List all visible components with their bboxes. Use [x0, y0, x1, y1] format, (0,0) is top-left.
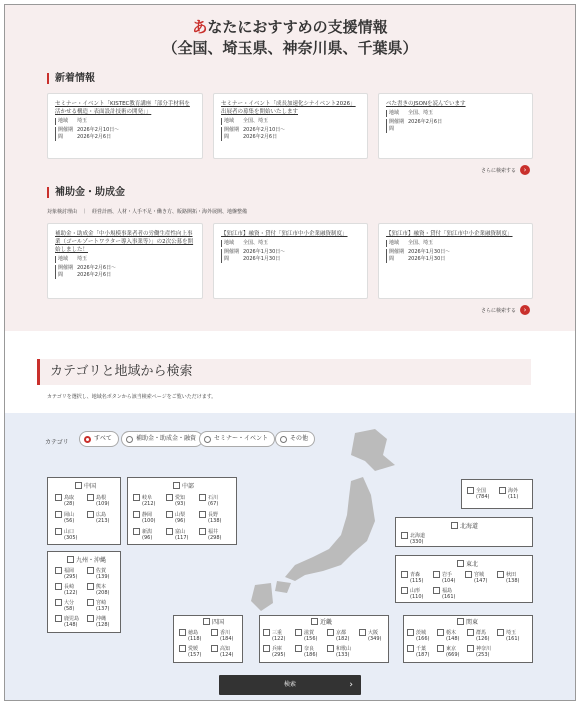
card-value: 全国、埼玉 — [243, 118, 269, 124]
radio-label[interactable]: その他 — [290, 435, 309, 442]
card-value: 全国、埼玉 — [408, 240, 434, 246]
checkbox-icon[interactable] — [87, 494, 94, 501]
card-key: 地域 — [55, 256, 77, 263]
checkbox-icon[interactable] — [203, 618, 210, 625]
card-key: 地域 — [386, 240, 408, 247]
card-value: 埼玉 — [77, 256, 88, 262]
pref-name[interactable]: 島根 — [96, 494, 107, 501]
checkbox-icon[interactable] — [87, 599, 94, 606]
japan-map-icon — [225, 425, 415, 625]
pref-count: (28) — [64, 501, 75, 507]
card-value: 全国、埼玉 — [243, 240, 269, 246]
checkbox-icon[interactable] — [55, 615, 62, 622]
checkbox-icon[interactable] — [87, 511, 94, 518]
subsidy-card[interactable] — [47, 223, 203, 299]
chevron-right-icon[interactable]: › — [520, 165, 530, 175]
checkbox-icon[interactable] — [401, 571, 408, 578]
pref-count: (115) — [410, 578, 424, 584]
pref-name[interactable]: 東京 — [446, 645, 457, 652]
pref-name[interactable]: 山形 — [410, 587, 421, 594]
chevron-right-icon[interactable]: › — [520, 305, 530, 315]
region-chubu-title[interactable] — [173, 481, 194, 490]
pref-count: (93) — [175, 501, 186, 507]
pref-count: (213) — [96, 518, 110, 524]
subsidy-card[interactable] — [213, 223, 368, 299]
pref-count: (133) — [336, 652, 350, 658]
subsidy-card[interactable] — [378, 223, 533, 299]
search-button[interactable] — [219, 675, 361, 695]
pref-item[interactable] — [133, 511, 155, 524]
checkbox-icon[interactable] — [211, 629, 218, 636]
pref-count: (128) — [96, 622, 110, 628]
pref-name[interactable]: 茨城 — [416, 629, 427, 636]
region-label[interactable]: 中部 — [182, 483, 195, 490]
pref-item[interactable] — [55, 494, 74, 507]
pref-count: (330) — [410, 539, 424, 545]
checkbox-icon[interactable] — [407, 645, 414, 652]
subsidy-card-title[interactable]: 補助金・助成金「中小規模事業者者の労働生産性向上事業（ゴールゾートワラター導入事業等）」の2次公募を開始しました！ — [55, 231, 194, 253]
pref-count: (298) — [208, 535, 222, 541]
subsidy-conditions: 対象検討理由 ｜ 経営計画、人材・人手不足・働き方、販路開拓・海外展開、地盤整備 — [47, 209, 248, 215]
pref-name[interactable]: 大阪 — [368, 629, 379, 636]
pref-name[interactable]: 沖縄 — [96, 615, 107, 622]
pref-item[interactable] — [179, 629, 201, 642]
card-key: 地域 — [55, 118, 77, 125]
pref-name[interactable]: 兵庫 — [272, 645, 283, 652]
radio-label[interactable]: セミナー・イベント — [214, 435, 269, 442]
pref-name[interactable]: 奈良 — [304, 645, 315, 652]
region-kyushu-title[interactable] — [67, 555, 106, 564]
pref-count: (669) — [446, 652, 460, 658]
recommend-title-accent: あ — [192, 18, 208, 36]
pref-item[interactable] — [55, 511, 74, 524]
pref-item[interactable] — [433, 571, 455, 584]
pref-item[interactable] — [467, 487, 489, 500]
pref-item[interactable] — [133, 528, 152, 541]
pref-count: (96) — [175, 518, 186, 524]
pref-item[interactable] — [55, 599, 74, 612]
pref-item[interactable] — [133, 494, 155, 507]
pref-name[interactable]: 福井 — [208, 528, 219, 535]
pref-item[interactable] — [263, 629, 285, 642]
pref-count: (122) — [64, 590, 78, 596]
recommend-subtitle: （全国、埼玉県、神奈川県、千葉県） — [162, 39, 418, 57]
region-hokkaido-title[interactable] — [451, 521, 478, 530]
pref-count: (212) — [142, 501, 156, 507]
card-value: 埼玉 — [77, 118, 88, 124]
subsidy-card-title[interactable]: 【狛江市】融資・貸付「狛江市中小企業融資制度」 — [386, 231, 513, 237]
pref-name[interactable]: 福島 — [442, 587, 453, 594]
checkbox-icon[interactable] — [55, 528, 62, 535]
pref-item[interactable] — [87, 567, 109, 580]
radio-label[interactable]: 補助金・助成金・融資 — [136, 435, 197, 442]
checkbox-icon[interactable] — [75, 482, 82, 489]
checkbox-icon[interactable] — [433, 571, 440, 578]
pref-item[interactable] — [179, 645, 201, 658]
region-label[interactable]: 東北 — [466, 561, 479, 568]
checkbox-icon[interactable] — [401, 532, 408, 539]
pref-count: (96) — [142, 535, 153, 541]
category-description: カテゴリを選択し、地域名ボタンから該当検索ページをご覧いただけます。 — [47, 394, 217, 400]
pref-name[interactable]: 宮城 — [474, 571, 485, 578]
pref-count: (349) — [368, 636, 382, 642]
pref-item[interactable] — [467, 629, 489, 642]
pref-item[interactable] — [55, 567, 77, 580]
pref-item[interactable] — [359, 629, 381, 642]
pref-item[interactable] — [497, 629, 519, 642]
pref-name[interactable]: 香川 — [220, 629, 231, 636]
checkbox-icon[interactable] — [199, 494, 206, 501]
region-label[interactable]: 中国 — [84, 483, 97, 490]
checkbox-icon[interactable] — [166, 528, 173, 535]
checkbox-icon[interactable] — [179, 645, 186, 652]
pref-item[interactable] — [433, 587, 455, 600]
pref-item[interactable] — [327, 645, 351, 658]
pref-item[interactable] — [465, 571, 487, 584]
pref-item[interactable] — [295, 629, 317, 642]
pref-name[interactable]: 新潟 — [142, 528, 153, 535]
category-label: カテゴリ — [45, 439, 69, 446]
region-label[interactable]: 北海道 — [460, 523, 479, 530]
region-label[interactable]: 九州・沖縄 — [76, 557, 107, 564]
category-heading: カテゴリと地域から検索 — [37, 359, 531, 385]
region-kinki-title[interactable] — [311, 617, 332, 626]
card-value: 2026年1月30日〜 2026年1月30日 — [243, 249, 286, 262]
pref-count: (187) — [416, 652, 430, 658]
pref-count: (67) — [208, 501, 219, 507]
pref-count: (139) — [96, 574, 110, 580]
checkbox-icon[interactable] — [457, 560, 464, 567]
subsidy-more-label[interactable]: さらに検索する — [481, 307, 517, 314]
region-label[interactable]: 四国 — [212, 619, 225, 626]
recommend-section — [5, 5, 575, 331]
pref-name[interactable]: 福岡 — [64, 567, 75, 574]
card-key: 開催期間 — [55, 127, 77, 141]
news-more-link[interactable] — [481, 165, 530, 175]
pref-item[interactable] — [401, 587, 423, 600]
pref-count: (161) — [506, 636, 520, 642]
pref-count: (184) — [220, 636, 234, 642]
news-card[interactable] — [378, 93, 533, 159]
pref-count: (118) — [188, 636, 202, 642]
pref-count: (182) — [336, 636, 350, 642]
checkbox-icon[interactable] — [199, 511, 206, 518]
checkbox-icon[interactable] — [173, 482, 180, 489]
checkbox-icon[interactable] — [55, 599, 62, 606]
pref-name[interactable]: 神奈川 — [476, 645, 492, 652]
pref-item[interactable] — [166, 528, 188, 541]
pref-name[interactable]: 鹿児島 — [64, 615, 80, 622]
pref-name[interactable]: 鳥取 — [64, 494, 75, 501]
pref-name[interactable]: 海外 — [508, 487, 519, 494]
pref-count: (122) — [272, 636, 286, 642]
pref-count: (295) — [64, 574, 78, 580]
pref-item[interactable] — [199, 528, 221, 541]
checkbox-icon[interactable] — [407, 629, 414, 636]
recommend-title — [5, 17, 575, 59]
card-value: 全国、埼玉 — [408, 110, 434, 116]
checkbox-icon[interactable] — [437, 645, 444, 652]
pref-name[interactable]: 静岡 — [142, 511, 153, 518]
checkbox-icon[interactable] — [133, 511, 140, 518]
pref-name[interactable]: 山梨 — [175, 511, 186, 518]
pref-item[interactable] — [497, 571, 519, 584]
region-chugoku-title[interactable] — [75, 481, 96, 490]
checkbox-icon[interactable] — [451, 522, 458, 529]
checkbox-icon[interactable] — [55, 494, 62, 501]
checkbox-icon[interactable] — [497, 629, 504, 636]
pref-count: (126) — [476, 636, 490, 642]
radio-circle-icon[interactable] — [204, 436, 211, 443]
pref-name[interactable]: 和歌山 — [336, 645, 352, 652]
pref-count: (147) — [474, 578, 488, 584]
pref-count: (208) — [96, 590, 110, 596]
pref-name[interactable]: 石川 — [208, 494, 219, 501]
region-kanto-title[interactable] — [457, 617, 478, 626]
checkbox-icon[interactable] — [359, 629, 366, 636]
region-shikoku-title[interactable] — [203, 617, 224, 626]
radio-circle-icon[interactable] — [84, 436, 91, 443]
pref-count: (148) — [446, 636, 460, 642]
pref-count: (253) — [476, 652, 490, 658]
pref-item[interactable] — [87, 615, 109, 628]
pref-name[interactable]: 栃木 — [446, 629, 457, 636]
pref-item[interactable] — [87, 494, 109, 507]
pref-count: (138) — [208, 518, 222, 524]
pref-count: (138) — [506, 578, 520, 584]
checkbox-icon[interactable] — [327, 645, 334, 652]
checkbox-icon[interactable] — [87, 615, 94, 622]
checkbox-icon[interactable] — [55, 583, 62, 590]
subsidy-more-link[interactable] — [481, 305, 530, 315]
checkbox-icon[interactable] — [87, 567, 94, 574]
pref-count: (305) — [64, 535, 78, 541]
pref-name[interactable]: 秋田 — [506, 571, 517, 578]
card-key: 地域 — [386, 110, 408, 117]
pref-count: (58) — [64, 606, 75, 612]
pref-count: (161) — [442, 594, 456, 600]
radio-label[interactable]: すべて — [94, 435, 112, 442]
checkbox-icon[interactable] — [497, 571, 504, 578]
checkbox-icon[interactable] — [67, 556, 74, 563]
pref-name[interactable]: 愛知 — [175, 494, 186, 501]
pref-name[interactable]: 富山 — [175, 528, 186, 535]
pref-name[interactable]: 長野 — [208, 511, 219, 518]
news-card-title[interactable]: セミナー・イベント「KISTEC教育講座「部分手材料を活かせる構造・表面設計技術の開発」」 — [55, 101, 190, 115]
news-card[interactable] — [213, 93, 368, 159]
card-key: 開催期間 — [221, 249, 243, 263]
pref-item[interactable] — [199, 494, 218, 507]
checkbox-icon[interactable] — [263, 629, 270, 636]
checkbox-icon[interactable] — [133, 494, 140, 501]
checkbox-icon[interactable] — [179, 629, 186, 636]
checkbox-icon[interactable] — [295, 645, 302, 652]
pref-item[interactable] — [499, 487, 518, 500]
pref-item[interactable] — [87, 511, 109, 524]
pref-name[interactable]: 岩手 — [442, 571, 453, 578]
pref-item[interactable] — [55, 615, 79, 628]
checkbox-icon[interactable] — [295, 629, 302, 636]
pref-count: (109) — [96, 501, 110, 507]
recommend-title-rest: なたにおすすめの支援情報 — [207, 18, 388, 36]
pref-count: (137) — [96, 606, 110, 612]
pref-name[interactable]: 佐賀 — [96, 567, 107, 574]
checkbox-icon[interactable] — [465, 571, 472, 578]
pref-count: (157) — [188, 652, 202, 658]
pref-name[interactable]: 群馬 — [476, 629, 487, 636]
subsidy-card-title[interactable]: 【狛江市】融資・貸付「狛江市中小企業融資制度」 — [221, 231, 348, 237]
region-label[interactable]: 近畿 — [320, 619, 333, 626]
pref-item[interactable] — [87, 583, 109, 596]
pref-count: (56) — [64, 518, 75, 524]
pref-name[interactable]: 千葉 — [416, 645, 427, 652]
checkbox-icon[interactable] — [166, 511, 173, 518]
pref-item[interactable] — [407, 629, 429, 642]
pref-item[interactable] — [401, 571, 423, 584]
pref-count: (186) — [304, 652, 318, 658]
pref-name[interactable]: 広島 — [96, 511, 107, 518]
pref-item[interactable] — [467, 645, 491, 658]
pref-name[interactable]: 全国 — [476, 487, 487, 494]
subsidy-heading: 補助金・助成金 — [47, 187, 125, 198]
card-value: 2026年2月10日〜 2026年2月6日 — [77, 127, 120, 140]
pref-name[interactable]: 愛媛 — [188, 645, 199, 652]
pref-item[interactable] — [55, 583, 77, 596]
card-value: 2026年2月6日 — [408, 119, 443, 125]
checkbox-icon[interactable] — [55, 511, 62, 518]
pref-item[interactable] — [401, 532, 425, 545]
card-value: 2026年1月30日〜 2026年1月30日 — [408, 249, 451, 262]
pref-item[interactable] — [166, 494, 185, 507]
checkbox-icon[interactable] — [133, 528, 140, 535]
chevron-right-icon[interactable]: › — [349, 680, 353, 690]
pref-count: (295) — [272, 652, 286, 658]
checkbox-icon[interactable] — [499, 487, 506, 494]
page-frame — [4, 4, 576, 701]
card-key: 開催期間 — [55, 265, 77, 279]
news-more-label[interactable]: さらに検索する — [481, 167, 517, 174]
region-tohoku-title[interactable] — [457, 559, 478, 568]
pref-count: (156) — [304, 636, 318, 642]
pref-name[interactable]: 山口 — [64, 528, 75, 535]
pref-name[interactable]: 京都 — [336, 629, 347, 636]
checkbox-icon[interactable] — [433, 587, 440, 594]
card-key: 地域 — [221, 240, 243, 247]
pref-item[interactable] — [295, 645, 317, 658]
checkbox-icon[interactable] — [311, 618, 318, 625]
pref-name[interactable]: 滋賀 — [304, 629, 315, 636]
checkbox-icon[interactable] — [467, 487, 474, 494]
checkbox-icon[interactable] — [166, 494, 173, 501]
checkbox-icon[interactable] — [467, 629, 474, 636]
checkbox-icon[interactable] — [87, 583, 94, 590]
search-button-label[interactable]: 検索 — [283, 681, 296, 688]
card-key: 地域 — [221, 118, 243, 125]
checkbox-icon[interactable] — [263, 645, 270, 652]
pref-item[interactable] — [327, 629, 349, 642]
pref-item[interactable] — [211, 645, 233, 658]
pref-item[interactable] — [87, 599, 109, 612]
pref-name[interactable]: 北海道 — [410, 532, 426, 539]
pref-name[interactable]: 長崎 — [64, 583, 75, 590]
pref-count: (166) — [416, 636, 430, 642]
checkbox-icon[interactable] — [199, 528, 206, 535]
card-value: 2026年2月10日〜 2026年2月6日 — [243, 127, 286, 140]
pref-count: (100) — [142, 518, 156, 524]
pref-name[interactable]: 熊本 — [96, 583, 107, 590]
news-card-title[interactable]: べた書きのJSONを読んでいます — [386, 101, 466, 107]
pref-name[interactable]: 高知 — [220, 645, 231, 652]
pref-count: (104) — [442, 578, 456, 584]
pref-name[interactable]: 三重 — [272, 629, 283, 636]
pref-item[interactable] — [55, 528, 77, 541]
news-card[interactable] — [47, 93, 203, 159]
checkbox-icon[interactable] — [55, 567, 62, 574]
card-key: 開催期間 — [386, 119, 408, 133]
radio-circle-icon[interactable] — [126, 436, 133, 443]
radio-all[interactable] — [79, 431, 119, 447]
pref-item[interactable] — [437, 629, 459, 642]
pref-count: (124) — [220, 652, 234, 658]
radio-subsidy[interactable] — [121, 431, 203, 447]
pref-name[interactable]: 岡山 — [64, 511, 75, 518]
checkbox-icon[interactable] — [467, 645, 474, 652]
news-card-title[interactable]: セミナー・イベント「成長加速化シナイベント2026」出展者の募集を開始いたします — [221, 101, 356, 115]
pref-name[interactable]: 埼玉 — [506, 629, 517, 636]
pref-item[interactable] — [407, 645, 429, 658]
pref-item[interactable] — [211, 629, 233, 642]
pref-item[interactable] — [437, 645, 459, 658]
pref-name[interactable]: 岐阜 — [142, 494, 153, 501]
card-key: 開催期間 — [386, 249, 408, 263]
checkbox-icon[interactable] — [401, 587, 408, 594]
pref-count: (117) — [175, 535, 189, 541]
checkbox-icon[interactable] — [437, 629, 444, 636]
region-label[interactable]: 関東 — [466, 619, 479, 626]
pref-count: (11) — [508, 494, 519, 500]
pref-item[interactable] — [199, 511, 221, 524]
pref-item[interactable] — [263, 645, 285, 658]
pref-name[interactable]: 青森 — [410, 571, 421, 578]
pref-count: (148) — [64, 622, 78, 628]
pref-item[interactable] — [166, 511, 185, 524]
pref-name[interactable]: 宮崎 — [96, 599, 107, 606]
card-key: 開催期間 — [221, 127, 243, 141]
checkbox-icon[interactable] — [211, 645, 218, 652]
checkbox-icon[interactable] — [457, 618, 464, 625]
pref-name[interactable]: 徳島 — [188, 629, 199, 636]
card-value: 2026年2月6日〜 2026年2月6日 — [77, 265, 117, 278]
pref-count: (110) — [410, 594, 424, 600]
news-heading: 新着情報 — [47, 73, 95, 84]
pref-name[interactable]: 大分 — [64, 599, 75, 606]
checkbox-icon[interactable] — [327, 629, 334, 636]
pref-count: (784) — [476, 494, 490, 500]
